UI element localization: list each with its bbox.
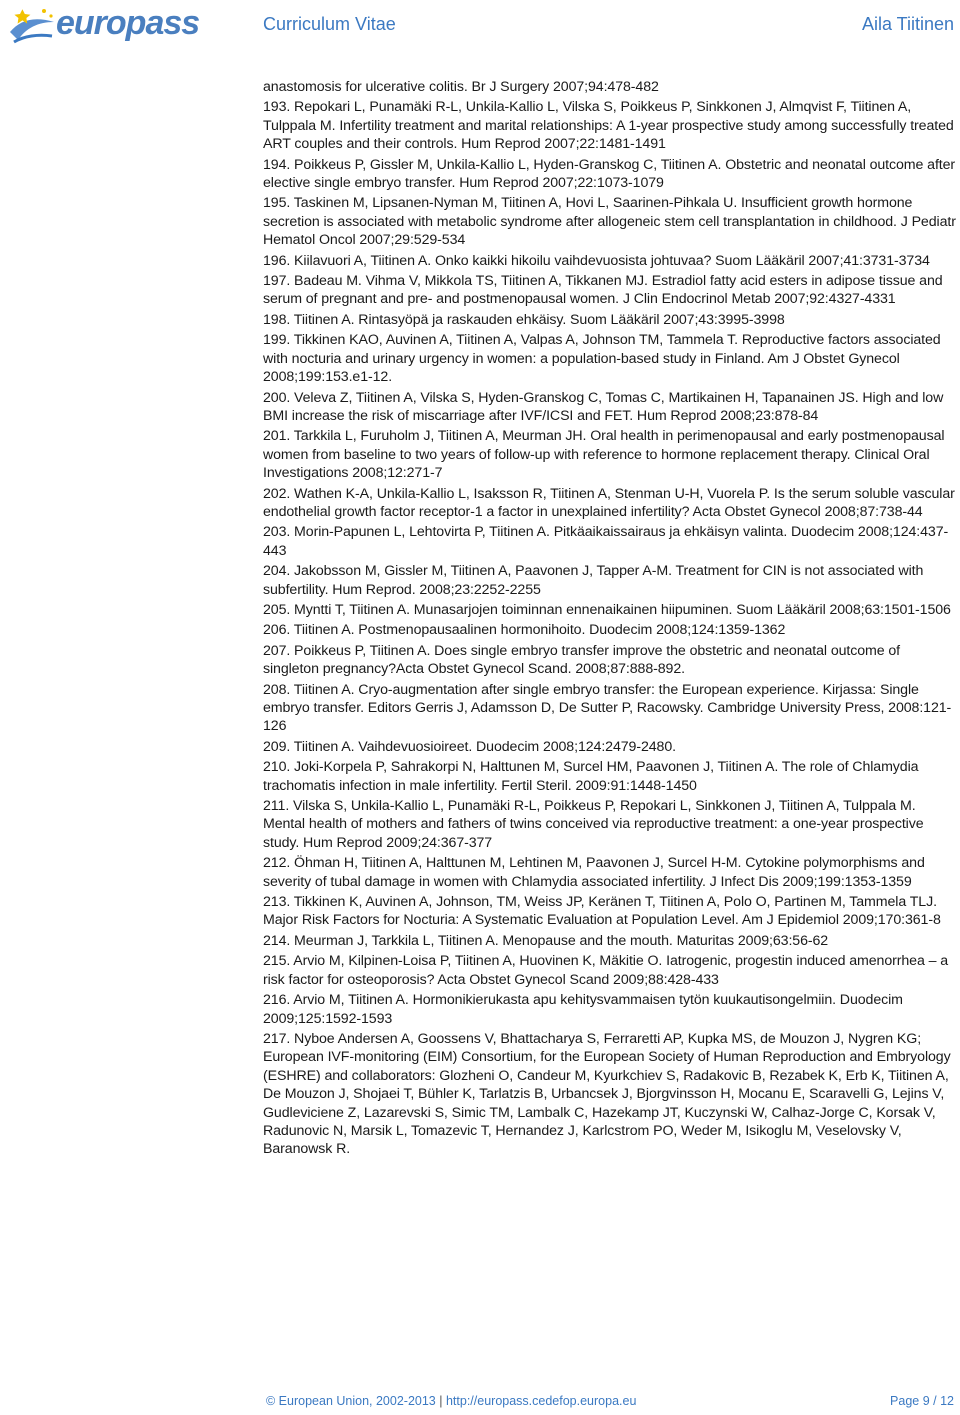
publication-list [263,78,957,1161]
publication-entry: 210. Joki-Korpela P, Sahrakorpi N, Halttunen M, Surcel HM, Paavonen J, Tiitinen A. The role of Chlamydia trachomatis infection in male infertility. Fertil Steril. 2009:91:1448-1450 [263,759,919,794]
publication-entry: 196. Kiilavuori A, Tiitinen A. Onko kaikki hikoilu vaihdevuosista johtuvaa? Suom Lääkäril 2007;41:3731-3734 [263,252,930,269]
page-number: Page 9 / 12 [890,1394,954,1408]
publication-entry: 198. Tiitinen A. Rintasyöpä ja raskauden ehkäisy. Suom Lääkäril 2007;43:3995-3998 [263,311,785,328]
publication-entry: 202. Wathen K-A, Unkila-Kallio L, Isaksson R, Tiitinen A, Stenman U-H, Vuorela P. Is the serum soluble vascular endothelial growth factor receptor-1 a factor in unexplained infertility? Acta Obstet Gynecol 2008;87:738-44 [263,485,955,520]
publication-entry: 213. Tikkinen K, Auvinen A, Johnson, TM, Weiss JP, Keränen T, Tiitinen A, Polo O, Partinen M, Tammela TLJ. Major Risk Factors for Nocturia: A Systematic Evaluation at Population Level. Am J Epidemiol 2009;170:361-8 [263,894,941,929]
page-footer [0,1394,960,1414]
publication-entry: 206. Tiitinen A. Postmenopausaalinen hormonihoito. Duodecim 2008;124:1359-1362 [263,622,786,639]
footer-url-link[interactable]: http://europass.cedefop.europa.eu [445,1394,637,1408]
publication-entry: 195. Taskinen M, Lipsanen-Nyman M, Tiitinen A, Hovi L, Saarinen-Pihkala U. Insufficient growth hormone secretion is associated with metabolic syndrome after allogeneic stem cell transplantation in childhood. J Pediatr Hematol Oncol 2007;29:529-534 [263,195,956,249]
publication-entry: 193. Repokari L, Punamäki R-L, Unkila-Kallio L, Vilska S, Poikkeus P, Sinkkonen J, Almqvist F, Tiitinen A, Tulppala M. Infertility treatment and marital relationships: A 1-year prospective study among successfully treated ART couples and their controls. Hum Reprod 2007;22:1481-1491 [263,99,954,153]
document-title: Curriculum Vitae [263,14,396,34]
footer-separator: | [439,1394,443,1408]
copyright-text: © European Union, 2002-2013 [266,1394,436,1408]
publication-entry: 216. Arvio M, Tiitinen A. Hormonikierukasta apu kehitysvammaisen tytön kuukautisongelmiin. Duodecim 2009;125:1592-1593 [263,992,903,1027]
publication-entry: 209. Tiitinen A. Vaihdevuosioireet. Duodecim 2008;124:2479-2480. [263,738,676,755]
publication-entry: 200. Veleva Z, Tiitinen A, Vilska S, Hyden-Granskog C, Tomas C, Martikainen H, Tapanainen JS. High and low BMI increase the risk of miscarriage after IVF/ICSI and FET. Hum Reprod 2008;23:878-84 [263,389,944,424]
publication-entry: 197. Badeau M. Vihma V, Mikkola TS, Tiitinen A, Tikkanen MJ. Estradiol fatty acid esters in adipose tissue and serum of pregnant and pre- and postmenopausal women. J Clin Endocrinol Metab 2007;92:4327-4331 [263,273,943,308]
europass-logo [4,2,200,50]
publication-entry: 211. Vilska S, Unkila-Kallio L, Punamäki R-L, Poikkeus P, Repokari L, Sinkkonen J, Tiitinen A, Tulppala M. Mental health of mothers and fathers of twins conceived via reproductive treatment: a one-year prospective study. Hum Reprod 2009;24:367-377 [263,798,924,851]
footer-copyright-line [266,1394,636,1408]
page-header [0,0,960,58]
publication-entry: anastomosis for ulcerative colitis. Br J Surgery 2007;94:478-482 [263,79,659,95]
publication-entry: 205. Myntti T, Tiitinen A. Munasarjojen toiminnan ennenaikainen hiipuminen. Suom Lääkäril 2008;63:1501-1506 [263,601,951,618]
publication-entry: 201. Tarkkila L, Furuholm J, Tiitinen A, Meurman JH. Oral health in perimenopausal and early postmenopausal women from baseline to two years of follow-up with reference to hormone replacement therapy. Clinical Oral Investigations 2008;12:271-7 [263,428,945,482]
publication-entry: 204. Jakobsson M, Gissler M, Tiitinen A, Paavonen J, Tapper A-M. Treatment for CIN is not associated with subfertility. Hum Reprod. 2008;23:2252-2255 [263,563,924,598]
publication-entry: 217. Nyboe Andersen A, Goossens V, Bhattacharya S, Ferraretti AP, Kupka MS, de Mouzon J, Nygren KG; European IVF-monitoring (EIM) Consortium, for the European Society of Human Reproduction and Embryology (ESHRE) and collaborators: Glozheni O, Candeur M, Kyurkchiev S, Radakovic B, Rezabek K, Erb K, Tiitinen A, De Mouzon J, Shojaei T, Bühler K, Tarlatzis B, Urbancsek J, Bjorgvinsson H, Mocanu E, Scaravelli G, Lejins V, Gudleviciene Z, Lazarevski S, Simic TM, Lambalk C, Hazekamp JT, Kuczynski W, Calhaz-Jorge C, Korsak V, Radunovic N, Marsik L, Tomazevic T, Hernandez J, Karlcstrom PO, Weder M, Isikoglu M, Veselovsky V, Baranowsk R. [263,1030,951,1158]
publication-entry: 214. Meurman J, Tarkkila L, Tiitinen A. Menopause and the mouth. Maturitas 2009;63:56-62 [263,932,829,949]
europass-star-figure-icon [4,2,60,50]
publication-entry: 208. Tiitinen A. Cryo-augmentation after single embryo transfer: the European experience. Kirjassa: Single embryo transfer. Editors Gerris J, Adamsson D, De Sutter P, Racowsky. Cambridge University Press, 2008:121-126 [263,681,952,735]
publication-entry: 199. Tikkinen KAO, Auvinen A, Tiitinen A, Valpas A, Johnson TM, Tammela T. Reproductive factors associated with nocturia and urinary urgency in women: a population-based study in Finland. Am J Obstet Gynecol 2008;199:153.e1-12. [263,332,941,386]
publication-entry: 194. Poikkeus P, Gissler M, Unkila-Kallio L, Hyden-Granskog C, Tiitinen A. Obstetric and neonatal outcome after elective single embryo transfer. Hum Reprod 2007;22:1073-1079 [263,156,956,192]
person-name: Aila Tiitinen [861,14,954,34]
publication-entry: 207. Poikkeus P, Tiitinen A. Does single embryo transfer improve the obstetric and neonatal outcome of singleton pregnancy?Acta Obstet Gynecol Scand. 2008;87:888-892. [263,642,901,678]
publication-entry: 203. Morin-Papunen L, Lehtovirta P, Tiitinen A. Pitkäaikaissairaus ja ehkäisyn valinta. Duodecim 2008;124:437-443 [263,524,949,559]
publication-entry: 212. Öhman H, Tiitinen A, Halttunen M, Lehtinen M, Paavonen J, Surcel H-M. Cytokine polymorphisms and severity of tubal damage in women with Chlamydia associated infertility. J Infect Dis 2009;199:1353-1359 [263,855,925,890]
logo-wordmark: europass [56,4,200,42]
publication-entry: 215. Arvio M, Kilpinen-Loisa P, Tiitinen A, Huovinen K, Mäkitie O. Iatrogenic, progestin induced amenorrhea – a risk factor for osteoporosis? Acta Obstet Gynecol Scand 2009;88:428-433 [263,953,949,988]
